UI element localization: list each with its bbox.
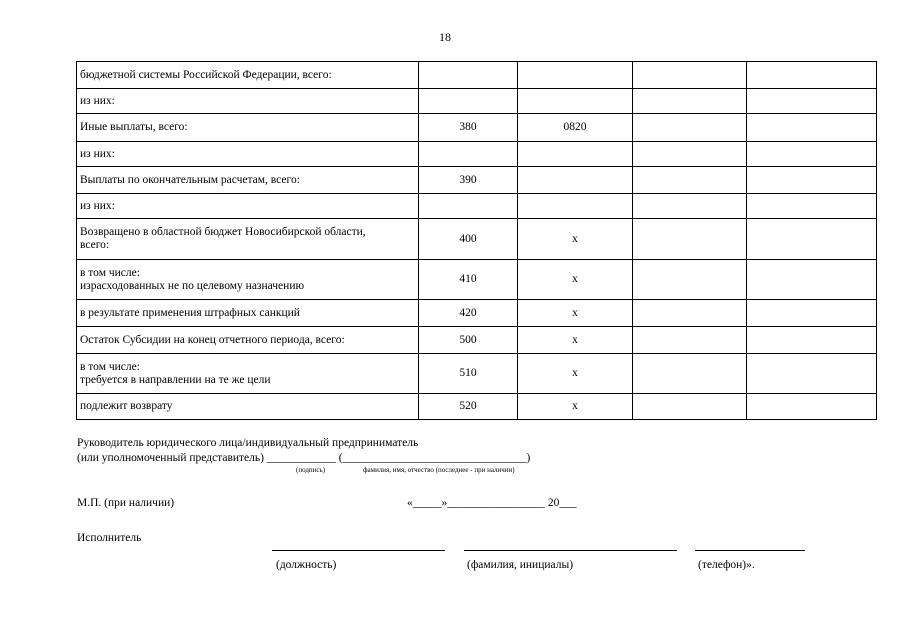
table-row xyxy=(77,260,877,300)
row-code: 410 xyxy=(419,260,518,300)
empty-cell xyxy=(747,394,877,420)
row-code: 500 xyxy=(419,327,518,354)
table-row xyxy=(77,142,877,167)
date-field: «_____»_________________ 20___ xyxy=(407,497,577,509)
signature-caption: (подпись) xyxy=(296,466,326,474)
empty-cell xyxy=(633,62,747,89)
table-row xyxy=(77,62,877,89)
row-code xyxy=(419,89,518,114)
row-label: Остаток Субсидии на конец отчетного периода, всего: xyxy=(77,327,419,354)
name-caption: (фамилия, инициалы) xyxy=(467,559,574,571)
row-code xyxy=(419,62,518,89)
row-code xyxy=(419,194,518,219)
row-col3-value: x xyxy=(518,354,633,394)
empty-cell xyxy=(633,394,747,420)
row-label: в том числе: требуется в направлении на те же цели xyxy=(77,354,419,394)
empty-cell xyxy=(633,300,747,327)
phone-line xyxy=(695,550,805,551)
row-code: 420 xyxy=(419,300,518,327)
phone-caption: (телефон)». xyxy=(698,559,755,571)
row-col3-value: 0820 xyxy=(518,114,633,142)
empty-cell xyxy=(747,300,877,327)
empty-cell xyxy=(747,142,877,167)
row-code: 400 xyxy=(419,219,518,260)
empty-cell xyxy=(747,167,877,194)
row-label: Возвращено в областной бюджет Новосибирской области, всего: xyxy=(77,219,419,260)
row-col3-value: x xyxy=(518,300,633,327)
position-line xyxy=(272,550,445,551)
row-label: подлежит возврату xyxy=(77,394,419,420)
fio-caption: фамилия, имя, отчество (последнее - при наличии) xyxy=(363,466,515,474)
row-label: из них: xyxy=(77,142,419,167)
row-col3-value xyxy=(518,167,633,194)
report-table xyxy=(76,61,877,420)
empty-cell xyxy=(633,167,747,194)
row-col3-value xyxy=(518,142,633,167)
empty-cell xyxy=(747,219,877,260)
head-signature-line1: Руководитель юридического лица/индивидуальный предприниматель xyxy=(77,437,419,449)
empty-cell xyxy=(633,194,747,219)
row-col3-value xyxy=(518,89,633,114)
executor-label: Исполнитель xyxy=(77,532,142,544)
row-col3-value: x xyxy=(518,219,633,260)
empty-cell xyxy=(747,260,877,300)
row-label: Выплаты по окончательным расчетам, всего: xyxy=(77,167,419,194)
row-code xyxy=(419,142,518,167)
empty-cell xyxy=(747,327,877,354)
table-row xyxy=(77,219,877,260)
empty-cell xyxy=(747,62,877,89)
table-row xyxy=(77,327,877,354)
table-row xyxy=(77,194,877,219)
stamp-label: М.П. (при наличии) xyxy=(77,497,175,509)
empty-cell xyxy=(633,260,747,300)
name-line xyxy=(464,550,677,551)
row-label: в результате применения штрафных санкций xyxy=(77,300,419,327)
row-code: 520 xyxy=(419,394,518,420)
empty-cell xyxy=(633,219,747,260)
row-col3-value: x xyxy=(518,260,633,300)
position-caption: (должность) xyxy=(276,559,337,571)
page-number: 18 xyxy=(439,30,451,44)
row-label: из них: xyxy=(77,89,419,114)
row-label: Иные выплаты, всего: xyxy=(77,114,419,142)
row-col3-value xyxy=(518,194,633,219)
empty-cell xyxy=(747,114,877,142)
row-code: 390 xyxy=(419,167,518,194)
table-row xyxy=(77,354,877,394)
empty-cell xyxy=(747,354,877,394)
empty-cell xyxy=(633,142,747,167)
table-row xyxy=(77,167,877,194)
row-code: 510 xyxy=(419,354,518,394)
empty-cell xyxy=(633,89,747,114)
head-signature-line2: (или уполномоченный представитель) ____________ (________________________________) xyxy=(77,452,531,464)
row-col3-value: x xyxy=(518,394,633,420)
table-row xyxy=(77,300,877,327)
table-row xyxy=(77,394,877,420)
row-col3-value xyxy=(518,62,633,89)
table-row xyxy=(77,114,877,142)
empty-cell xyxy=(747,194,877,219)
empty-cell xyxy=(747,89,877,114)
report-table-body xyxy=(77,62,877,420)
row-label: из них: xyxy=(77,194,419,219)
table-row xyxy=(77,89,877,114)
row-label: бюджетной системы Российской Федерации, всего: xyxy=(77,62,419,89)
empty-cell xyxy=(633,354,747,394)
row-code: 380 xyxy=(419,114,518,142)
row-col3-value: x xyxy=(518,327,633,354)
row-label: в том числе: израсходованных не по целевому назначению xyxy=(77,260,419,300)
empty-cell xyxy=(633,327,747,354)
empty-cell xyxy=(633,114,747,142)
